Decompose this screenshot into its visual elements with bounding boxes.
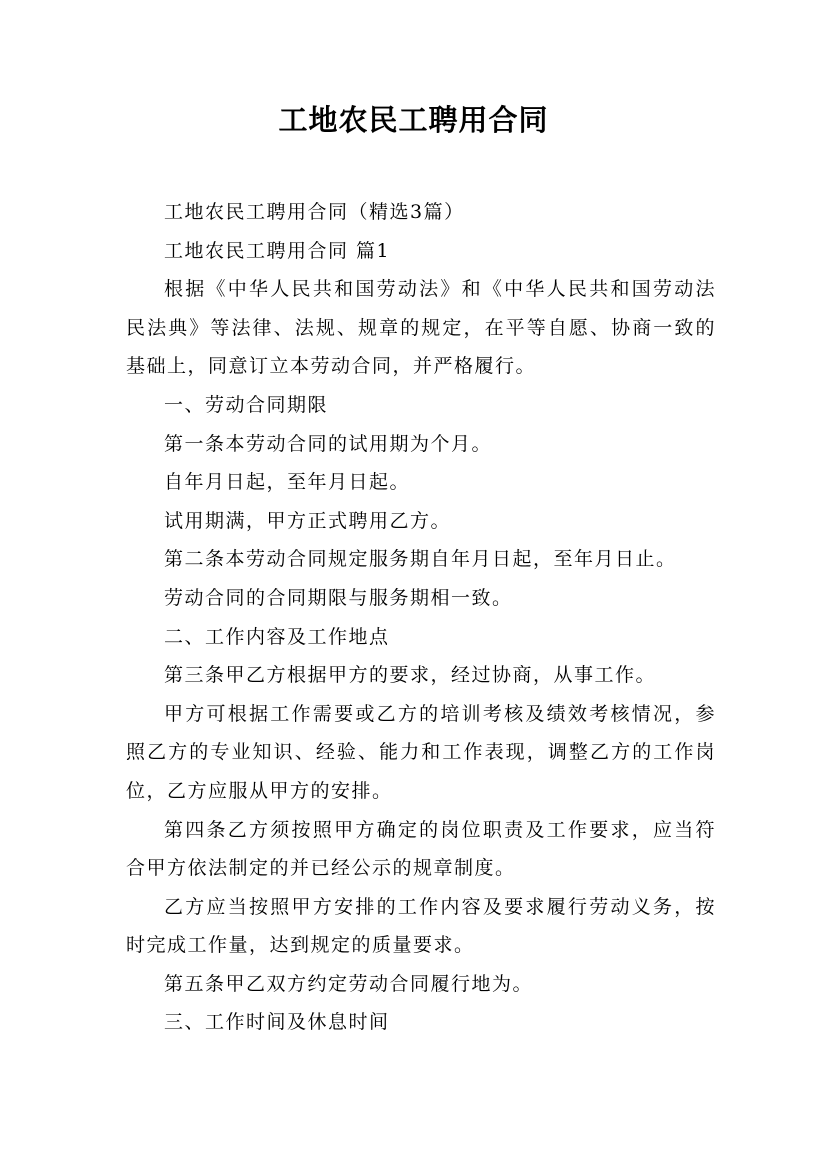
paragraph: 劳动合同的合同期限与服务期相一致。 [164,586,513,609]
paragraph: 第四条乙方须按照甲方确定的岗位职责及工作要求，应当符合甲方依法制定的并已经公示的规章制度。 [126,818,716,880]
paragraph: 第二条本劳动合同规定服务期自年月日起，至年月日止。 [164,548,677,571]
paragraph: 试用期满，甲方正式聘用乙方。 [164,509,452,532]
paragraph: 自年月日起，至年月日起。 [164,471,411,494]
paragraph: 第三条甲乙方根据甲方的要求，经过协商，从事工作。 [164,664,657,687]
paragraph: 第一条本劳动合同的试用期为个月。 [164,432,493,455]
document-body [126,193,716,1042]
paragraph-heading: 二、工作内容及工作地点 [164,625,390,648]
paragraph: 第五条甲乙双方约定劳动合同履行地为。 [164,972,534,995]
paragraph: 甲方可根据工作需要或乙方的培训考核及绩效考核情况，参照乙方的专业知识、经验、能力和工作表现，调整乙方的工作岗位，乙方应服从甲方的安排。 [126,702,716,802]
paragraph-heading: 三、工作时间及休息时间 [164,1011,390,1034]
paragraph: 乙方应当按照甲方安排的工作内容及要求履行劳动义务，按时完成工作量，达到规定的质量要求。 [126,895,716,957]
document-title: 工地农民工聘用合同 [278,103,549,137]
paragraph-subtitle: 工地农民工聘用合同（精选3篇） [164,201,465,223]
paragraph-section-heading: 工地农民工聘用合同 篇1 [164,239,391,262]
paragraph: 根据《中华人民共和国劳动法》和《中华人民共和国劳动法民法典》等法律、法规、规章的规定，在平等自愿、协商一致的基础上，同意订立本劳动合同，并严格履行。 [126,278,716,378]
paragraph-heading: 一、劳动合同期限 [164,393,329,416]
